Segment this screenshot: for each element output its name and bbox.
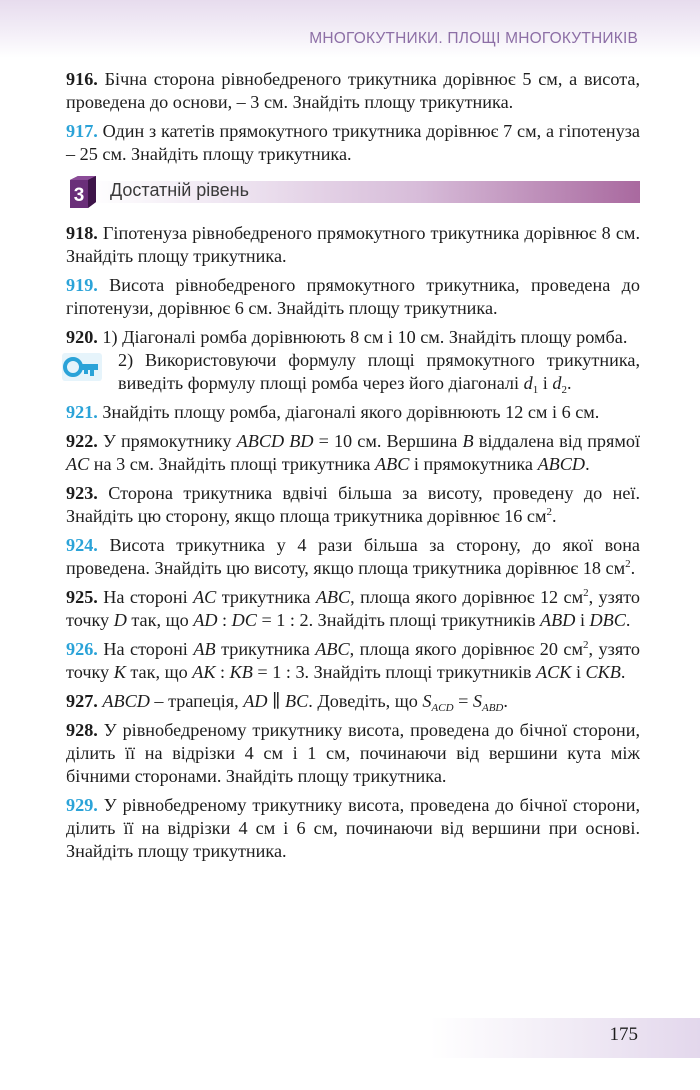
text: = 1 : 3. Знайдіть площі трикутників [257,662,532,682]
task-number: 923. [66,483,98,503]
math: ABCD BD [236,431,314,451]
task-929 [66,794,640,863]
math: DC [231,610,257,630]
superscript: 2 [583,587,589,599]
task-number: 919. [66,275,98,295]
level-heading [66,176,640,208]
task-number: 918. [66,223,98,243]
text: – трапеція, [154,691,239,711]
page-content [66,68,640,869]
punct: . [620,662,626,682]
task-number: 917. [66,121,98,141]
task-928 [66,719,640,788]
task-text: Висота трикутника у 4 рази більша за сторону, до якої вона проведена. Знайдіть цю висоту, якщо площа трикутника дорівнює 18 см [66,535,640,578]
task-text: Гіпотенуза рівнобедреного прямокутного трикутника дорівнює 8 см. Знайдіть площу трикутника. [66,223,640,266]
text: . Доведіть, що [308,691,418,711]
subscript: 1 [532,384,539,396]
parallel-symbol: ∥ [272,691,281,711]
task-number: 929. [66,795,98,815]
text: віддалена від прямої [478,431,641,451]
text: трикутника [221,639,310,659]
task-927 [66,690,640,713]
math: ABC [315,639,350,659]
math: DBC [589,610,626,630]
level-label: Достатній рівень [110,180,249,200]
task-text: Знайдіть площу ромба, діагоналі якого дорівнюють 12 см і 6 см. [102,402,600,422]
math: ABCD [537,454,586,474]
superscript: 2 [625,558,631,570]
var-d: d [523,373,533,393]
task-number: 928. [66,720,98,740]
task-text: Висота рівнобедреного прямокутного трикутника, проведена до гіпотенузи, дорівнює 6 см. Знайдіть площу трикутника. [66,275,640,318]
task-number: 922. [66,431,98,451]
conj: і [579,610,585,630]
task-920-part-2 [66,349,640,395]
math: ABCD [102,691,150,711]
text: так, що [130,662,188,682]
math: KB [229,662,253,682]
task-925 [66,586,640,632]
task-917 [66,120,640,166]
text: і прямокутника [413,454,534,474]
math: AC [193,587,217,607]
math: K [113,662,126,682]
punct: . [630,558,636,578]
task-text: Один з катетів прямокутного трикутника дорівнює 7 см, а гіпотенуза – 25 см. Знайдіть площу трикутника. [66,121,641,164]
text: : [222,610,228,630]
punct: . [625,610,631,630]
page-number: 175 [609,1024,638,1045]
svg-text:3: 3 [73,185,85,206]
cube-3-icon [66,176,98,208]
task-number: 924. [66,535,98,555]
task-number: 916. [66,69,98,89]
text: На стороні [103,639,188,659]
task-920-part-2-wrap [66,349,640,395]
math: AB [193,639,216,659]
text: так, що [131,610,189,630]
task-926 [66,638,640,684]
math: AC [66,454,90,474]
math: S [472,691,482,711]
math: CKB [585,662,621,682]
math: AD [193,610,218,630]
text: , узято точку [66,587,640,630]
superscript: 2 [546,506,552,518]
text: = [458,691,469,711]
text: = 1 : 2. Знайдіть площі трикутників [261,610,536,630]
math: ABC [374,454,410,474]
conj: і [542,373,548,393]
task-923 [66,482,640,528]
math: S [422,691,432,711]
task-text: Бічна сторона рівнобедреного трикутника дорівнює 5 см, а висота, проведена до основи, – 3 см. Знайдіть площу трикутника. [66,69,640,112]
var-d: d [552,373,562,393]
math: ABC [315,587,351,607]
math: D [113,610,127,630]
task-text: Сторона трикутника вдвічі більша за висоту, проведену до неї. Знайдіть цю сторону, якщо площа трикутника дорівнює 16 см [66,483,640,526]
task-number: 921. [66,402,98,422]
task-924 [66,534,640,580]
math: AD [243,691,268,711]
subscript: 2 [561,384,567,396]
task-916 [66,68,640,114]
text: , площа якого дорівнює 20 см [349,639,584,659]
task-part-2: 2) Використовуючи формулу площі прямокутного трикутника, виведіть формулу площі ромба через його діагоналі [118,350,640,393]
punct: . [585,454,590,474]
subscript: ABD [481,702,504,714]
running-head: МНОГОКУТНИКИ. ПЛОЩІ МНОГОКУТНИКІВ [309,30,638,47]
task-part-1: 1) Діагоналі ромба дорівнюють 8 см і 10 см. Знайдіть площу ромба. [102,327,628,347]
task-920 [66,326,640,349]
task-text: У рівнобедреному трикутнику висота, проведена до бічної сторони, ділить її на відрізки 4 см і 6 см, починаючи від вершини при основі. Знайдіть площу трикутника. [66,795,641,861]
text: трикутника [221,587,311,607]
superscript: 2 [583,639,589,651]
header-band [0,0,700,58]
text: На стороні [103,587,188,607]
task-919 [66,274,640,320]
task-922 [66,430,640,476]
text: : [220,662,226,682]
text: на 3 см. Знайдіть площі трикутника [93,454,371,474]
footer-band [430,1018,700,1058]
task-number: 920. [66,327,98,347]
task-number: 927. [66,691,98,711]
math: ABD [540,610,576,630]
task-text: У рівнобедреному трикутнику висота, проведена до бічної сторони, ділить її на відрізки 4 см і 1 см, починаючи від вершини кута між бічними сторонами. Знайдіть площу трикутника. [66,720,641,786]
text: , площа якого дорівнює 12 см [350,587,584,607]
punct: . [566,373,572,393]
math: BC [284,691,309,711]
punct: . [503,691,508,711]
key-icon [62,353,102,381]
task-number: 925. [66,587,98,607]
math: ACK [536,662,572,682]
task-number: 926. [66,639,98,659]
task-918 [66,222,640,268]
task-921 [66,401,640,424]
math: B [462,431,474,451]
text: , узято точку [66,639,641,682]
text: = 10 см. Вершина [318,431,458,451]
subscript: ACD [431,702,454,714]
punct: . [551,506,557,526]
conj: і [575,662,581,682]
math: AK [192,662,216,682]
text: У прямокутнику [102,431,232,451]
